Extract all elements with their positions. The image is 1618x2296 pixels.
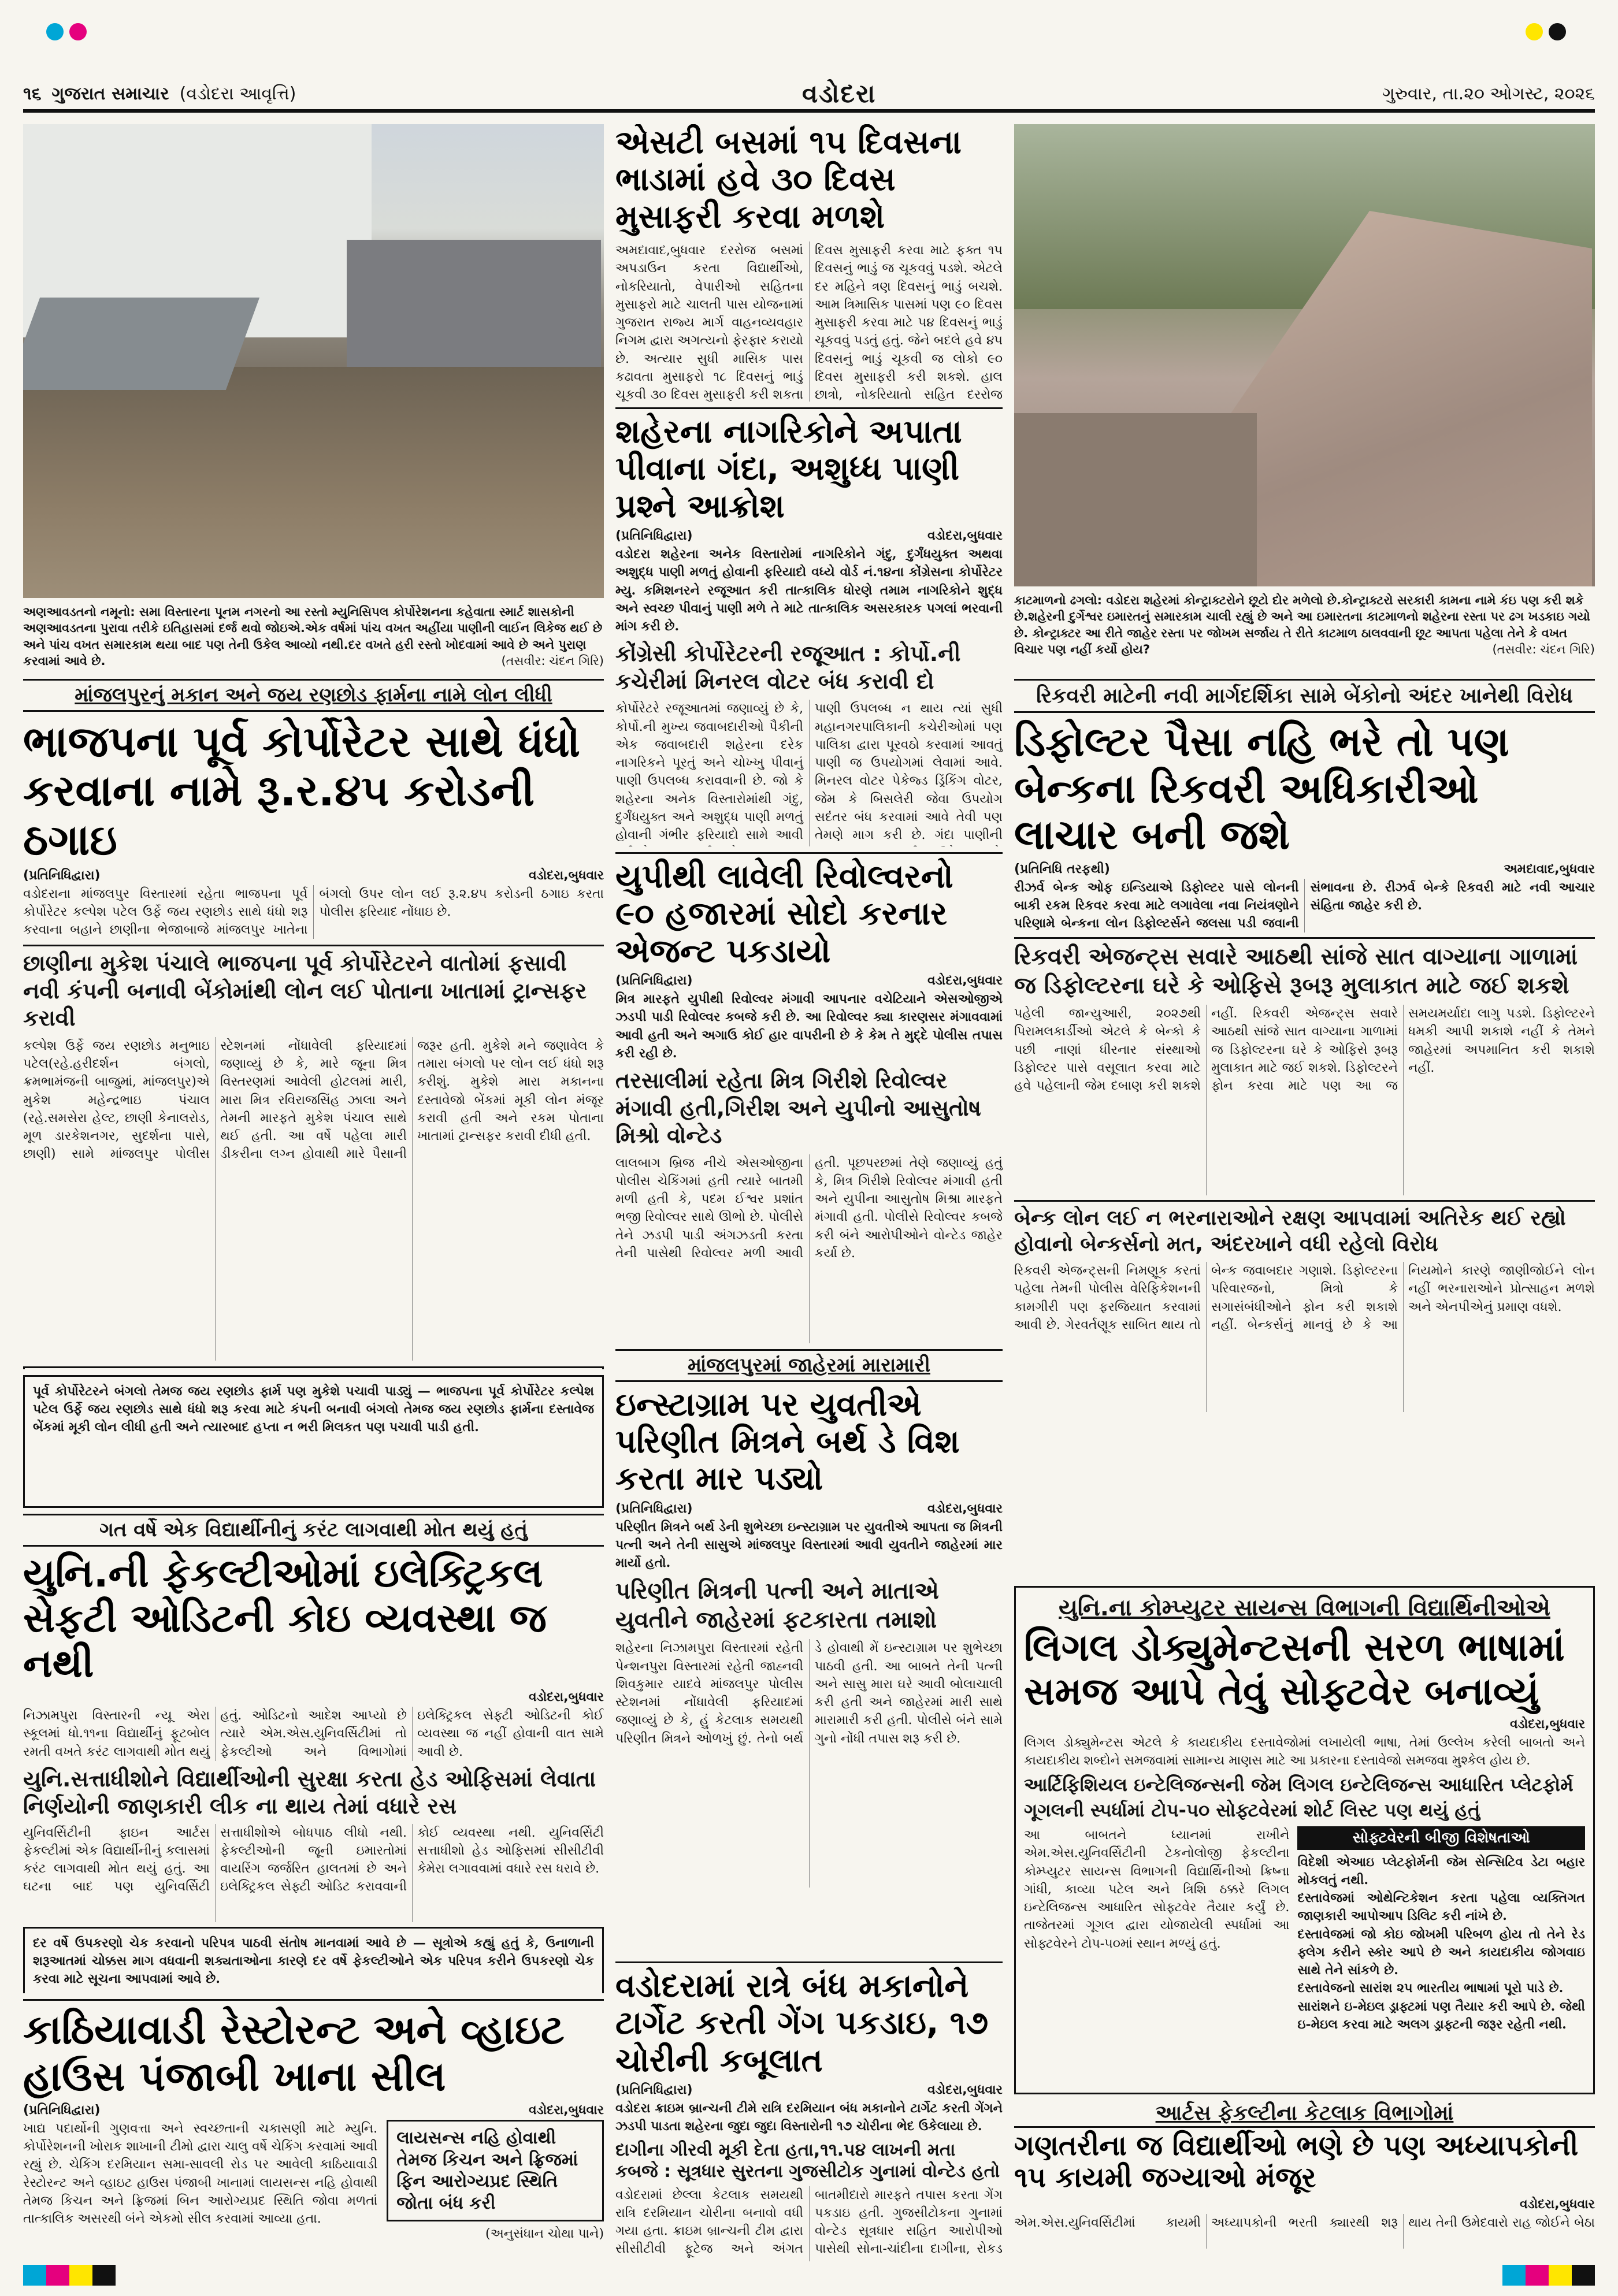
manjalpur-box-bungalow: પૂર્વ કોર્પોરેટરને બંગલો તેમજ જય રણછોડ ફાર્મ પણ મુકેશે પચાવી પાડ્યું — ભાજપના પૂર્વ કોર્પોરેટર કલ્પેશ પટેલ ઉર્ફે જય રણછોડ સાથે ધંધો શરૂ કરવા માટે કંપની બનાવી બંગલો તેમજ જય રણછોડ ફાર્મના દસ્તાવેજ બેંકમાં મૂકી લોન લીધી હતી અને ત્યારબાદ હપ્તા ન ભરી મિલકત પણ પચાવી પાડી હતી. (23, 1375, 604, 1508)
arts-kicker: આર્ટસ ફેકલ્ટીના કેટલાક વિભાગોમાં (1014, 2100, 1595, 2128)
article-restaurant (23, 1999, 604, 2265)
software-lead: લિગલ ડોક્યુમેન્ટસ એટલે કે કાયદાકીય દસ્તાવેજોમાં લખાયેલી ભાષા, તેમાં ઉલ્લેખ કરેલી બાબતો અને કાયદાકીય શબ્દોને સમજવામાં સામાન્ય માણસ માટે આ પ્રકારના દસ્તાવેજો સમજવા મુશ્કેલ હોય છે. (1024, 1735, 1585, 1769)
article-st-bus (615, 124, 1003, 402)
registration-mark-top-left-2 (69, 23, 87, 40)
edition: (વડોદરા આવૃત્તિ) (179, 83, 296, 104)
software-headline: લિગલ ડોક્યુમેન્ટસની સરળ ભાષામાં સમજ આપે તેવું સોફ્ટવેર બનાવ્યું (1024, 1625, 1565, 1714)
water-lead: વડોદરા શહેરના અનેક વિસ્તારોમાં નાગરિકોને ગંદુ, દુર્ગંધયુક્ત અથવા અશુદ્ધ પાણી મળતું હોવાની ફરિયાદો વધ્યે વોર્ડ નં.૧૪ના કોંગ્રેસના કોર્પોરેટર મ્યુ. કમિશનરને રજૂઆત કરી તાત્કાલિક ધોરણે તમામ નાગરિકોને શુદ્ધ અને સ્વચ્છ પીવાનું પાણી મળે તે માટે તાત્કાલિક અસરકારક પગલાં ભરવાની માંગ કરી છે. (615, 547, 1003, 634)
uni-safety-byline: વડોદરા,બુધવાર (528, 1690, 604, 1705)
article-uni-safety (23, 1514, 604, 1993)
uni-safety-box: દર વર્ષે ઉપકરણો ચેક કરવાનો પરિપત્ર પાઠવી સંતોષ માનવામાં આવે છે — સૂત્રોએ કહ્યું હતું કે, ઉનાળાની શરૂઆતમાં ચોક્કસ માગ વધવાની શક્યતાઓના કારણે દર વર્ષે ફેકલ્ટીઓને એક પરિપત્ર કરીને ઉપકરણો ચેક કરવા માટે સૂચના આપવામાં આવે છે. (23, 1927, 604, 1993)
registration-mark-top-left (46, 23, 64, 40)
bank-kicker: રિકવરી માટેની નવી માર્ગદર્શિકા સામે બેંકોનો અંદર ખાનેથી વિરોધ (1014, 679, 1595, 713)
manjalpur-box-mou (23, 1366, 604, 1369)
manjalpur-subhead: છાણીના મુકેશ પંચાલે ભાજપના પૂર્વ કોર્પોરેટરને વાતોમાં ફસાવી નવી કંપની બનાવી બેંકોમાંથી લોન લઈ પોતાના ખાતામાં ટ્રાન્સફર કરાવી (23, 945, 604, 1032)
article-arts (1014, 2100, 1595, 2265)
bank-subhead: રિકવરી એજન્ટ્સ સવારે આઠથી સાંજે સાત વાગ્યાના ગાળામાં જ ડિફોલ્ટરના ઘરે કે ઓફિસે રૂબરૂ મુલાકાત માટે જઈ શકશે (1014, 937, 1595, 1000)
restaurant-body: ખાદ્ય પદાર્થોની ગુણવત્તા અને સ્વચ્છતાની ચકાસણી માટે મ્યુનિ. કોર્પોરેશનની ખોરાક શાખાની ટીમો દ્વારા ચાલુ વર્ષે ચેકિંગ કરવામાં આવી રહ્યું છે. ચેકિંગ દરમિયાન સમા-સાવલી રોડ પર આવેલી કાઠિયાવાડી રેસ્ટોરન્ટ અને વ્હાઇટ હાઉસ પંજાબી ખાનામાં લાયસન્સ નહિ હોવાથી તેમજ કિચન અને ફ્રિજમાં બિન આરોગ્યપ્રદ સ્થિતિ જોવા મળતાં તાત્કાલિક અસરથી બંને એકમો સીલ કરવામાં આવ્યા હતા. (23, 2122, 378, 2227)
color-bar-left (23, 2265, 116, 2286)
st-bus-body: અમદાવાદ,બુધવાર દરરોજ બસમાં અપડાઉન કરતા વિદ્યાર્થીઓ, નોકરિયાતો, વેપારીઓ સહિતના મુસાફરો માટે ચાલતી પાસ યોજનામાં ગુજરાત રાજ્ય માર્ગ વાહનવ્યવહાર નિગમ દ્વારા અગત્યનો ફેરફાર કરાયો છે. અત્યાર સુધી માસિક પાસ કઢાવતા મુસાફરો ૧૮ દિવસનું ભાડું ચૂકવી ૩૦ દિવસ મુસાફરી કરી શકતા દિવસ મુસાફરી કરવા માટે ફક્ત ૧૫ દિવસનું ભાડું જ ચૂકવવું પડશે. એટલે દર મહિને ત્રણ દિવસનું ભાડું બચશે. આમ ત્રિમાસિક પાસમાં પણ ૯૦ દિવસ મુસાફરી કરવા માટે ૫૪ દિવસનું ભાડું ચૂકવવું પડતું હતું. જેને બદલે હવે ૪૫ દિવસનું ભાડું ચૂકવી જ લોકો ૯૦ દિવસ મુસાફરી કરી શકશે. હાલ છાત્રો, નોકરિયાતો સહિત દરરોજ (615, 243, 1003, 402)
software-body: આ બાબતને ધ્યાનમાં રાખીને એમ.એસ.યુનિવર્સિટીની ટેકનોલોજી ફેકલ્ટીના કોમ્પ્યુટર સાયન્સ વિભાગની વિદ્યાર્થિનીઓ ક્રિષ્ના ગાંધી, કાવ્યા પટેલ અને ત્રિશિ ઠક્કરે લિગલ ઇન્ટેલિજન્સ આધારિત સોફ્ટવેર તૈયાર કર્યું છે. તાજેતરમાં ગૂગલ દ્વારા યોજાયેલી સ્પર્ધામાં આ સોફ્ટવેરને ટોપ-૫૦માં સ્થાન મળ્યું હતું. (1024, 1828, 1290, 1951)
revolver-subhead: તરસાલીમાં રહેતા મિત્ર ગિરીશે રિવોલ્વર મંગાવી હતી,ગિરીશ અને યુપીનો આસુતોષ મિશ્રો વોન્ટેડ (615, 1068, 981, 1149)
gang-headline: વડોદરામાં રાત્રે બંધ મકાનોને ટાર્ગેટ કરતી ગેંગ પકડાઇ, ૧૭ ચોરીની કબૂલાત (615, 1961, 1003, 2079)
uni-safety-body: યુનિવર્સિટીની ફાઇન આર્ટસ ફેકલ્ટીમાં એક વિદ્યાર્થીનીનું કલાસમાં કરંટ લાગવાથી મોત થયું હતું. આ ઘટના બાદ પણ યુનિવર્સિટી સત્તાધીશોએ બોધપાઠ લીધો નથી. ફેકલ્ટીઓની જૂની ઇમારતોમાં વાયરિંગ જર્જરિત હાલતમાં છે અને ઇલેક્ટ્રિકલ સેફ્ટી ઓડિટ કરાવવાની કોઈ વ્યવસ્થા નથી. યુનિવર્સિટી સત્તાધીશો હેડ ઓફિસમાં સીસીટીવી કેમેરા લગાવવામાં વધારે રસ ધરાવે છે. (23, 1825, 604, 1894)
software-kicker: યુનિ.ના કોમ્પ્યુટર સાયન્સ વિભાગની વિદ્યાર્થિનીઓએ (1059, 1595, 1550, 1621)
manjalpur-byline: (પ્રતિનિધિદ્વારા) વડોદરા,બુધવાર (23, 868, 604, 883)
gang-byline: (પ્રતિનિધિદ્વારા) વડોદરા,બુધવાર (615, 2083, 1003, 2098)
photo-right-credit: (તસવીર: ચંદન ગિરિ) (1492, 642, 1595, 657)
uni-safety-headline: યુનિ.ની ફેકલ્ટીઓમાં ઇલેક્ટ્રિકલ સેફટી ઓડિટની કોઇ વ્યવસ્થા જ નથી (23, 1550, 547, 1686)
water-headline: શહેરના નાગરિકોને અપાતા પીવાના ગંદા, અશુધ્ધ પાણી પ્રશ્ને આક્રોશ (615, 407, 1003, 525)
article-gang (615, 1961, 1003, 2265)
photo-left-caption-block (23, 604, 604, 673)
software-subhead: આર્ટિફિશિયલ ઇન્ટેલિજન્સની જેમ લિગલ ઇન્ટેલિજન્સ આધારિત પ્લેટફોર્મ (1024, 1774, 1574, 1796)
registration-mark-top-right-2 (1549, 23, 1566, 40)
color-bar-right (1502, 2265, 1595, 2286)
bank-subhead-2: બેન્ક લોન લઈ ન ભરનારાઓને રક્ષણ આપવામાં અતિરેક થઈ રહ્યો હોવાનો બેન્કર્સનો મત, અંદરખાને વધી રહેલો વિરોધ (1014, 1200, 1595, 1257)
feature-item: દસ્તાવેજમાં જો કોઇ જોખમી પરિબળ હોય તો તેને રેડ ફ્લેગ કરીને સ્કોર આપે છે અને કાયદાકીય જોગવાઇ સાથે તેને સાંકળે છે. (1297, 1926, 1585, 1978)
manjalpur-kicker: માંજલપુરનું મકાન અને જય રણછોડ ફાર્મના નામે લોન લીધી (23, 679, 604, 712)
gang-subhead: દાગીના ગીરવી મૂકી દેતા હતા,૧૧.૫૪ લાખની મતા કબજે : સૂત્રધાર સુરતના ગુજસીટોક ગુનામાં વોન્ટેડ હતો (615, 2139, 1000, 2182)
photo-debris-pile (1014, 124, 1595, 586)
software-features-title: સોફ્ટવેરની બીજી વિશેષતાઓ (1297, 1826, 1585, 1850)
insta-headline: ઇન્સ્ટાગ્રામ પર યુવતીએ પરિણીત મિત્રને બર્થ ડે વિશ કરતા માર પડ્યો (615, 1385, 960, 1498)
arts-body: એમ.એસ.યુનિવર્સિટીમાં કાયમી અધ્યાપકોની ભરતી ક્યારથી શરૂ થાય તેની ઉમેદવારો રાહ જોઈને બેઠા (1014, 2216, 1595, 2231)
gang-body: વડોદરામાં છેલ્લા કેટલાક સમયથી રાત્રિ દરમિયાન ચોરીના બનાવો વધી ગયા હતા. ક્રાઇમ બ્રાન્ચની ટીમ દ્વારા સીસીટીવી ફૂટેજ અને અંગત બાતમીદારો મારફતે તપાસ કરતા ગેંગ પકડાઇ હતી. ગુજસીટોકના ગુનામાં વોન્ટેડ સૂત્રધાર સહિત આરોપીઓ પાસેથી સોના-ચાંદીના દાગીના, રોકડ (615, 2187, 1003, 2257)
header-date: ગુરુવાર, તા.૨૦ ઓગસ્ટ, ૨૦૨૬ (1382, 83, 1595, 104)
manjalpur-headline: ભાજપના પૂર્વ કોર્પોરેટર સાથે ધંધો કરવાના નામે રૂ.ર.૪૫ કરોડની ઠગાઇ (23, 716, 581, 865)
water-body: કોર્પોરેટરે રજૂઆતમાં જણાવ્યું છે કે, કોર્પો.ની મુખ્ય જવાબદારીઓ પૈકીની એક જવાબદારી શહેરના દરેક નાગરિકને પૂરતું અને ચોખ્ખુ પીવાનું પાણી ઉપલબ્ધ કરાવવાની છે. જો કે શહેરના અનેક વિસ્તારોમાંથી ગંદુ, દુર્ગંધયુક્ત અને અશુદ્ધ પાણી મળતું હોવાની ગંભીર ફરિયાદો સામે આવી પાણી ઉપલબ્ધ ન થાય ત્યાં સુધી મહાનગરપાલિકાની કચેરીઓમાં પણ પાલિકા દ્વારા પૂરવઠો કરવામાં આવતું પાણી જ ઉપયોગમાં લેવામાં આવે. મિનરલ વોટર પેકેજ્ડ ડ્રિંકિંગ વોટર, જેમ કે બિસલેરી જેવા ઉપયોગ સદંતર બંધ કરવામાં આવે તેવી પણ તેમણે માગ કરી છે. ગંદા પાણીની (615, 701, 1003, 842)
photo-left-credit: (તસવીર: ચંદન ગિરિ) (501, 654, 604, 668)
feature-item: દસ્તાવેજમાં ઓથેન્ટિકેશન કરતા પહેલા વ્યક્તિગત જાણકારી આપોઆપ ડિલિટ કરી નાંખે છે. (1297, 1890, 1585, 1924)
revolver-body: લાલબાગ બ્રિજ નીચે એસઓજીના પોલીસ ચેકિંગમાં હતી ત્યારે બાતમી મળી હતી કે, પદમ ઈશ્વર પ્રશાંત ભજી રિવોલ્વર સાથે ઊભો છે. પોલીસે તેને ઝડપી પાડી અંગઝડતી કરતા તેની પાસેથી રિવોલ્વર મળી આવી હતી. પૂછપરછમાં તેણે જણાવ્યું હતું કે, મિત્ર ગિરીશે રિવોલ્વર મંગાવી હતી અને યુપીના આસુતોષ મિશ્રા મારફતે મંગાવી હતી. પોલીસે રિવોલ્વર કબજે કરી બંને આરોપીઓને વોન્ટેડ જાહેર કર્યા છે. (615, 1156, 1003, 1261)
bank-body: પહેલી જાન્યુઆરી, ૨૦૨૭થી પિરામલકાર્ડીઓ એટલે કે બેન્કો કે પછી નાણાં ધીરનાર સંસ્થાઓ ડિફોલ્ટર પાસે વસૂલાત કરવા માટે હવે પહેલાની જેમ દબાણ કરી શકશે નહીં. રિકવરી એજન્ટ્સ સવારે આઠથી સાંજે સાત વાગ્યાના ગાળામાં જ ડિફોલ્ટરના ઘરે કે ઓફિસે રૂબરૂ મુલાકાત માટે જઈ શકશે. ડિફોલ્ટરને ફોન કરવા માટે પણ આ જ સમયમર્યાદા લાગુ પડશે. ડિફોલ્ટરને ધમકી આપી શકાશે નહીં કે તેમને જાહેરમાં અપમાનિત કરી શકાશે નહીં. (1014, 1006, 1595, 1094)
bank-lead: રીઝર્વ બેન્ક ઓફ ઇન્ડિયાએ ડિફોલ્ટર પાસે લોનની બાકી રકમ રિકવર કરવા માટે લગાવેલા નવા નિયંત્રણોને પરિણામે બેન્કના લોન ડિફોલ્ટર્સને જલસા પડી જવાની સંભાવના છે. રીઝર્વ બેન્કે રિકવરી માટે નવી આચાર સંહિતા જાહેર કરી છે. (1014, 879, 1595, 931)
gang-lead: વડોદરા ક્રાઇમ બ્રાન્ચની ટીમે રાત્રિ દરમિયાન બંધ મકાનોને ટાર્ગેટ કરતી ગેંગને ઝડપી પાડતા શહેરના જુદા જુદા વિસ્તારોની ૧૭ ચોરીના ભેદ ઉકેલાયા છે. (615, 2101, 1003, 2134)
software-byline: વડોદરા,બુધવાર (1509, 1717, 1585, 1732)
article-insta (615, 1349, 1003, 1956)
revolver-lead: મિત્ર મારફતે યુપીથી રિવોલ્વર મંગાવી આપનાર વચેટિયાને એસઓજીએ ઝડપી પાડી રિવોલ્વર કબજે કરી છે. આ રિવોલ્વર ક્યા કારણસર મંગાવવામાં આવી હતી અને અગાઉ કોઈ હાર વાપરીની છે કે કેમ તે મુદ્દે પોલીસ તપાસ કરી રહી છે. (615, 991, 1003, 1061)
arts-headline: ગણતરીના જ વિદ્યાર્થીઓ ભણે છે પણ અધ્યાપકોની ૧૫ કાયમી જગ્યાઓ મંજૂર (1014, 2130, 1579, 2194)
st-bus-headline: એસટી બસમાં ૧૫ દિવસના ભાડામાં હવે ૩૦ દિવસ મુસાફરી કરવા મળશે (615, 124, 962, 236)
restaurant-subhead: લાયસન્સ નહિ હોવાથી તેમજ કિચન અને ફ્રિજમાં ફિન આરોગ્યપ્રદ સ્થિતિ જોતા બંધ કરી (387, 2120, 604, 2221)
article-revolver (615, 852, 1003, 1343)
software-subhead-2: ગૂગલની સ્પર્ધામાં ટોપ-૫૦ સોફ્ટવેરમાં શોર્ટ લિસ્ટ પણ થયું હતું (1024, 1799, 1480, 1822)
photo-right-caption-block (1014, 592, 1595, 673)
feature-item: દસ્તાવેજનો સારાંશ ૨૫ ભારતીય ભાષામાં પૂરો પાડે છે. (1297, 1981, 1564, 1996)
page-number: ૧૬ (23, 83, 42, 104)
section-title: વડોદરા (801, 79, 877, 109)
uni-safety-kicker: ગત વર્ષે એક વિદ્યાર્થીનીનું કરંટ લાગવાથી મોત થયું હતું (23, 1514, 604, 1547)
manjalpur-lead: વડોદરાના માંજલપુર વિસ્તારમાં રહેતા ભાજપના પૂર્વ કોર્પોરેટર કલ્પેશ પટેલ ઉર્ફે જય રણછોડ સાથે ધંધો શરૂ કરવાના બહાને છાણીના ભેજાબાજે માંજલપુર ખાતેના બંગલો ઉપર લોન લઈ રૂ.૨.૪૫ કરોડની ઠગાઇ કરતા પોલીસ ફરિયાદ નોંધાઇ છે. (23, 886, 604, 938)
uni-safety-lead: નિઝામપુરા વિસ્તારની ન્યૂ એરા સ્કૂલમાં ધો.૧૧ના વિદ્યાર્થીનું ફૂટબોલ રમતી વખતે કરંટ લાગવાથી મોત થયું હતું. ઓડિટનો આદેશ આપ્યો છે ત્યારે એમ.એસ.યુનિવર્સિટીમાં તો ફેકલ્ટીઓ અને વિભાગોમાં ઇલેક્ટ્રિકલ સેફ્ટી ઓડિટની કોઈ વ્યવસ્થા જ નહીં હોવાની વાત સામે આવી છે. (23, 1708, 604, 1759)
restaurant-byline: (પ્રતિનિધિદ્વારા) વડોદરા,બુધવાર (23, 2103, 604, 2117)
feature-item: સારાંશને ઇ-મેઇલ ડ્રાફ્ટમાં પણ તૈયાર કરી આપે છે. જેથી ઇ-મેઇલ કરવા માટે અલગ ડ્રાફ્ટની જરૂર રહેતી નથી. (1297, 1998, 1585, 2032)
uni-safety-subhead: યુનિ.સત્તાધીશોને વિદ્યાર્થીઓની સુરક્ષા કરતા હેડ ઓફિસમાં લેવાતા નિર્ણયોની જાણકારી લીક ના થાય તેમાં વધારે રસ (23, 1766, 596, 1819)
water-byline: (પ્રતિનિધિદ્વારા) વડોદરા,બુધવાર (615, 529, 1003, 544)
article-software (1014, 1586, 1595, 2094)
insta-kicker: માંજલપુરમાં જાહેરમાં મારામારી (615, 1349, 1003, 1382)
insta-body: શહેરના નિઝામપુરા વિસ્તારમાં રહેતી પેન્શનપુરા વિસ્તારમાં રહેતી જાહ્નવી શિવકુમાર યાદવે માંજલપુર પોલીસ સ્ટેશનમાં નોંધાવેલી ફરિયાદમાં જણાવ્યું છે કે, હું કેટલાક સમયથી પરિણીત મિત્રને ઓળખું છું. તેનો બર્થ ડે હોવાથી મેં ઇન્સ્ટાગ્રામ પર શુભેચ્છા પાઠવી હતી. આ બાબતે તેની પત્ની અને સાસુ મારા ઘરે આવી બોલાચાલી કરી હતી અને જાહેરમાં મારી સાથે મારામારી કરી હતી. પોલીસે બંને સામે ગુનો નોંધી તપાસ શરૂ કરી છે. (615, 1641, 1003, 1746)
insta-subhead: પરિણીત મિત્રની પત્ની અને માતાએ યુવતીને જાહેરમાં ફટકારતા તમાશો (615, 1578, 939, 1634)
insta-lead: પરિણીત મિત્રને બર્થ ડેની શુભેચ્છા ઇન્સ્ટાગ્રામ પર યુવતીએ આપતા જ મિત્રની પત્ની અને તેની સાસુએ માંજલપુર વિસ્તારમાં આવી યુવતીને જાહેરમાં માર માર્યો હતો. (615, 1519, 1003, 1571)
bank-headline: ડિફોલ્ટર પૈસા નહિ ભરે તો પણ બેન્કના રિકવરી અધિકારીઓ લાચાર બની જશે (1014, 718, 1509, 859)
photo-damaged-road (23, 124, 604, 598)
insta-byline: (પ્રતિનિધિદ્વારા) વડોદરા,બુધવાર (615, 1501, 1003, 1516)
software-features (1297, 1826, 1585, 2034)
paper-name: ગુજરાત સમાચાર (51, 83, 169, 104)
bank-body-2: રિકવરી એજન્ટ્સની નિમણૂક કરતાં પહેલા તેમની પોલીસ વેરિફિકેશનની કામગીરી પણ ફરજિયાત કરવામાં આવી છે. ગેરવર્તણૂક સાબિત થાય તો બેન્ક જવાબદાર ગણાશે. ડિફોલ્ટરના પરિવારજનો, મિત્રો કે સગાસંબંધીઓને ફોન કરી શકાશે નહીં. બેન્કર્સનું માનવું છે કે આ નિયમોને કારણે જાણીજોઈને લોન નહીં ભરનારાઓને પ્રોત્સાહન મળશે અને એનપીએનું પ્રમાણ વધશે. (1014, 1264, 1595, 1332)
water-subhead: કોંગ્રેસી કોર્પોરેટરની રજૂઆત : કોર્પો.ની કચેરીમાં મિનરલ વોટર બંધ કરાવી દો (615, 641, 961, 694)
article-bank-recovery (1014, 679, 1595, 1580)
manjalpur-body: કલ્પેશ ઉર્ફે જય રણછોડ મનુભાઇ પટેલ(રહે.હરીદર્શન બંગલો, ક્રમભામંજની બાજુમાં, માંજલપુર)એ મુકેશ મહેન્દ્રભાઇ પંચાલ (રહે.સમસેરા હેલ્ટ, છાણી કેનાલરોડ, મૂળ ડારકેશનગર, સુદર્શના પાસે, છાણી) સામે માંજલપુર પોલીસ સ્ટેશનમાં નોંધાવેલી ફરિયાદમાં જણાવ્યું છે કે, મારે જૂના મિત્ર વિસ્તરણમાં આવેલી હોટલમાં મારી, મારા મિત્ર રવિરાજસિંહ ઝાલા અને તેમની મારફતે મુકેશ પંચાલ સાથે થઈ હતી. આ વર્ષે પહેલા મારી ડીકરીના લગ્ન હોવાથી મારે પૈસાની જરૂર હતી. મુકેશે મને જણાવેલ કે તમારા બંગલો પર લોન લઈ ધંધો શરૂ કરીશું. મુકેશે મારા મકાનના દસ્તાવેજો બેંકમાં મૂકી લોન મંજૂર કરાવી હતી અને રકમ પોતાના ખાતામાં ટ્રાન્સફર કરાવી દીધી હતી. (23, 1038, 604, 1162)
revolver-byline: (પ્રતિનિધિદ્વારા) વડોદરા,બુધવાર (615, 974, 1003, 989)
feature-item: વિદેશી એઆઇ પ્લેટફોર્મની જેમ સેન્સિટિવ ડેટા બહાર મોકલતું નથી. (1297, 1854, 1585, 1888)
registration-mark-top-right (1526, 23, 1543, 40)
header-left (23, 84, 296, 104)
restaurant-headline: કાઠિયાવાડી રેસ્ટોરન્ટ અને વ્હાઇટ હાઉસ પંજાબી ખાના સીલ (23, 1999, 604, 2100)
photo-right-caption: કાટમાળનો ઢગલો: વડોદરા શહેરમાં કોન્ટ્રાક્ટરોને છૂટો દોર મળેલો છે.કોન્ટ્રાક્ટરો સરકારી કામના નામે કંઇ પણ કરી શકે છે.શહેરની દુર્ગેશ્વર ઇમારતનું સમારકામ ચાલી રહ્યું છે અને આ ઇમારતના કાટમાળનો શહેરના રસ્તા પર ઢગ ખડકાઇ ગયો છે. કોન્ટ્રાક્ટર આ રીતે જાહેર રસ્તા પર જોખમ સર્જાય તે રીતે કાટમાળ ઠાલવવાની છૂટ આપતા પહેલા તેને કે વખત વિચાર પણ નહીં કર્યો હોય? (1014, 593, 1590, 657)
article-water (615, 407, 1003, 846)
page-header (23, 78, 1595, 113)
arts-byline: વડોદરા,બુધવાર (1519, 2197, 1595, 2212)
restaurant-continued: (અનુસંધાન ચોથા પાને) (485, 2227, 604, 2241)
article-manjalpur (23, 679, 604, 1369)
bank-byline: (પ્રતિનિધિ તરફથી) અમદાવાદ,બુધવાર (1014, 861, 1595, 876)
photo-left-caption: અણઆવડતનો નમૂનો: સમા વિસ્તારના પૂનમ નગરનો આ રસ્તો મ્યુનિસિપલ કોર્પોરેશનના કહેવાતા સ્માર્ટ શાસકોની અણઆવડતના પુરાવા તરીકે ઇતિહાસમાં દર્જ થવો જોઇએ.એક વર્ષમાં પાંચ વખત અહીંયા પાણીની લાઈન લિકેજ થઈ છે અને પાંચ વખત સમારકામ થયા બાદ પણ તેની ઉકેલ આવ્યો નથી.દર વખતે હરી રસ્તો ખોદવામાં આવે છે અને પુરાણ કરવામાં આવે છે. (23, 605, 603, 668)
revolver-headline: યુપીથી લાવેલી રિવોલ્વરનો ૯૦ હજારમાં સોદો કરનાર એજન્ટ પકડાયો (615, 852, 1003, 970)
